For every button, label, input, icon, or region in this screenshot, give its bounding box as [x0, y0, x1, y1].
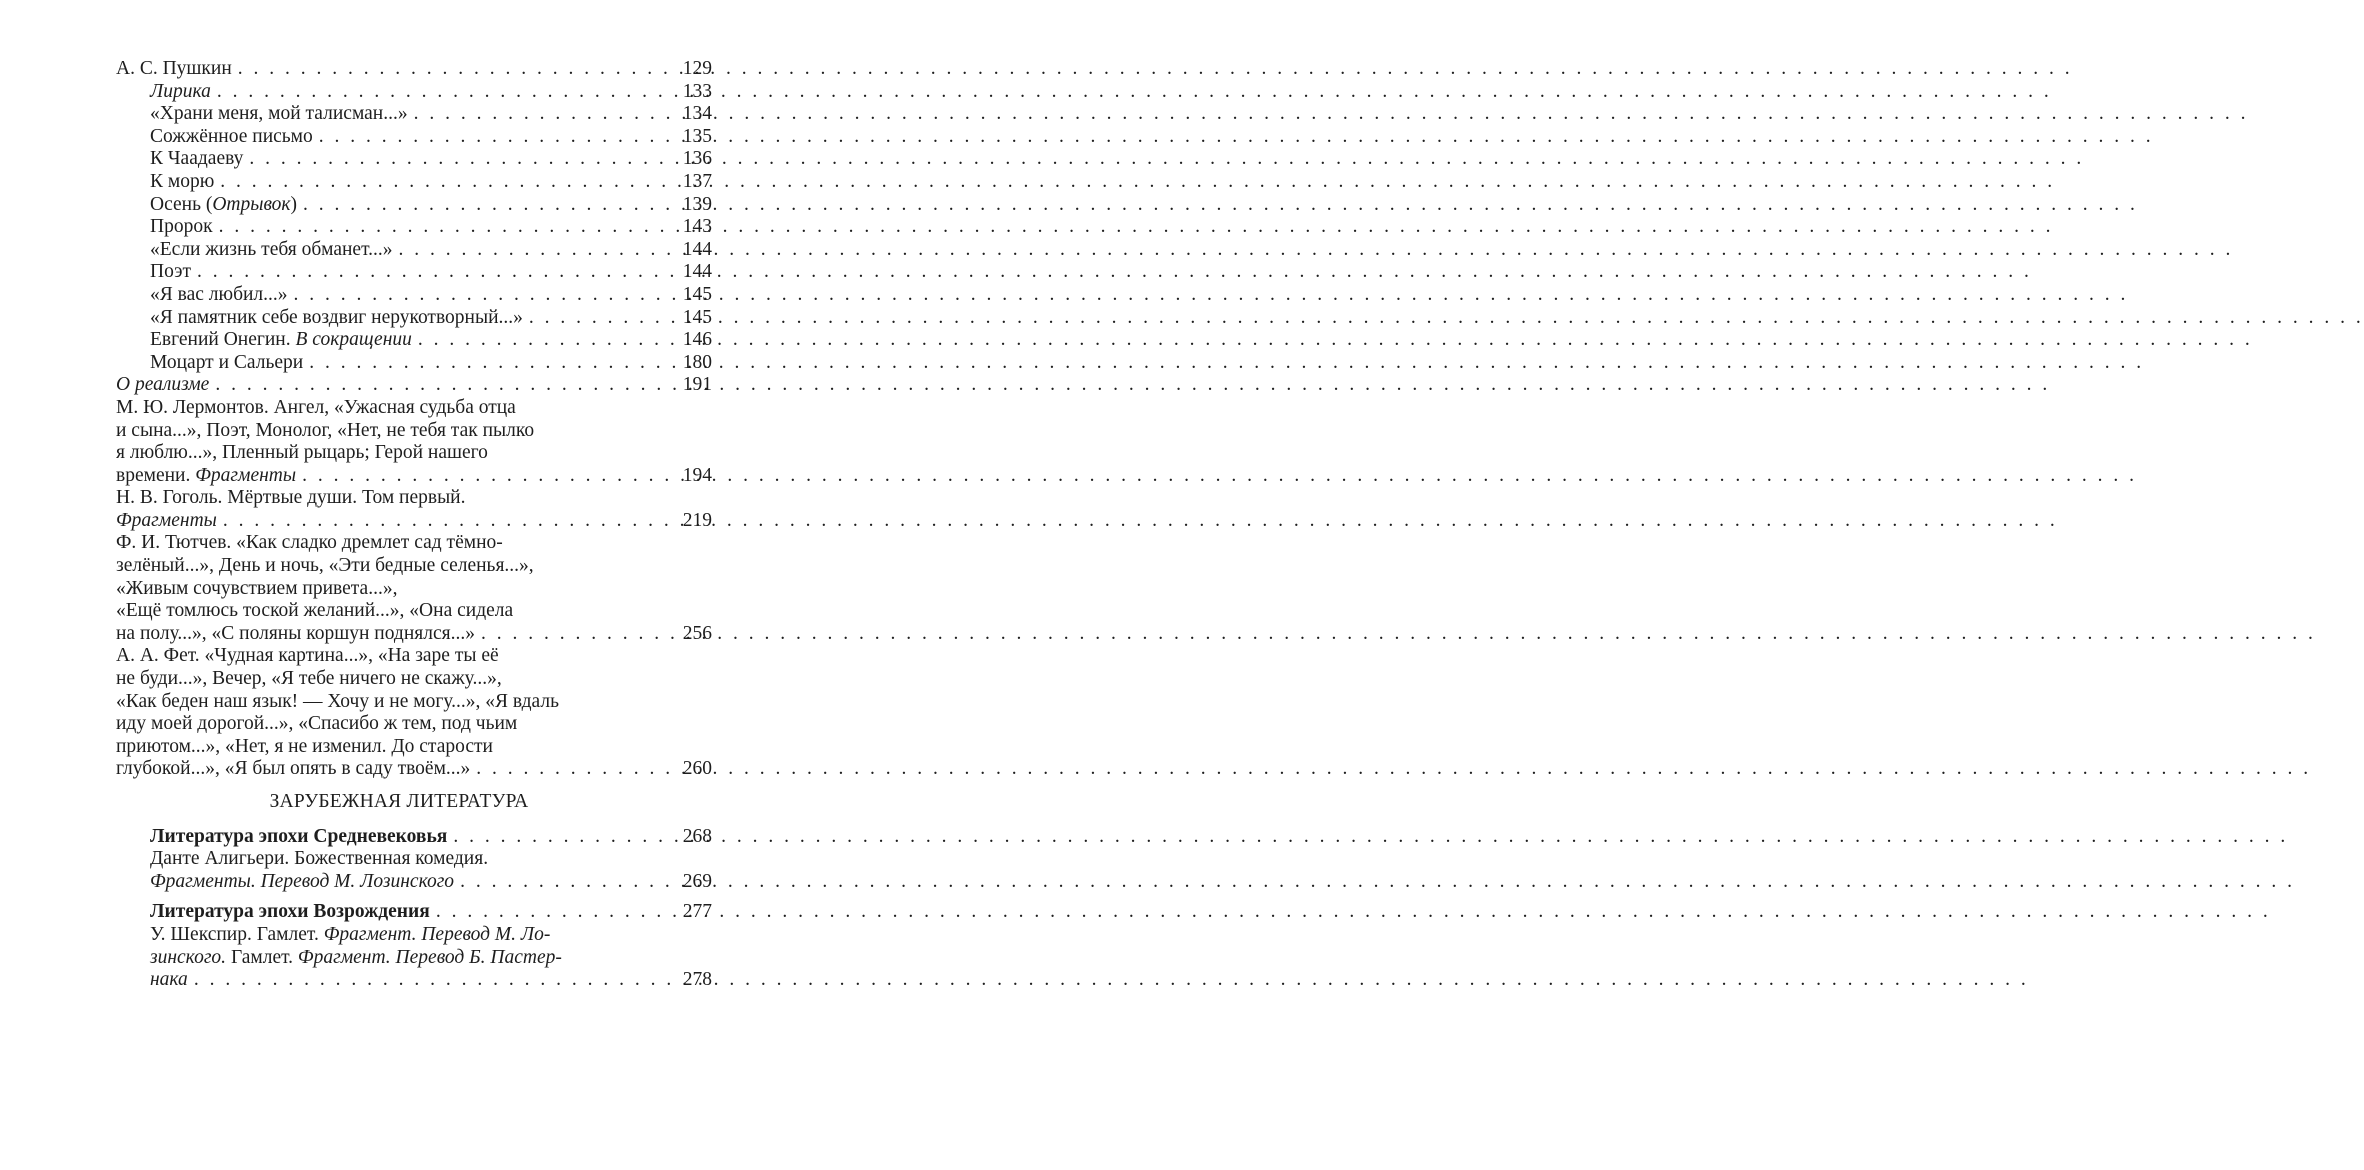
- leader-dots: [220, 171, 672, 194]
- toc-page-number: 277: [682, 901, 712, 923]
- leader-dots: [481, 623, 672, 646]
- toc-line: [150, 826, 712, 849]
- toc-page-number: 144: [682, 261, 712, 283]
- toc-page-number: 134: [682, 103, 712, 125]
- toc-entry[interactable]: [116, 171, 712, 194]
- toc-page-number: 260: [682, 758, 712, 780]
- toc-title: глубокой...», «Я был опять в саду твоём...»: [116, 758, 471, 780]
- toc-page-number: 145: [682, 306, 712, 328]
- toc-title-part: Гамлет.: [226, 946, 298, 968]
- toc-text-line: Данте Алигьери. Божественная комедия.: [150, 848, 489, 870]
- toc-page-number: 135: [682, 125, 712, 147]
- toc-last-line: [116, 510, 712, 533]
- toc-entry-fet[interactable]: [116, 645, 712, 781]
- toc-last-line: [150, 871, 712, 894]
- toc-page-number: 269: [682, 870, 712, 892]
- toc-title: Пророк: [150, 216, 213, 238]
- toc-title: «Я вас любил...»: [150, 283, 288, 305]
- toc-entry[interactable]: [116, 352, 712, 375]
- leader-dots: [303, 194, 672, 217]
- toc-title-italic: Фрагменты: [195, 464, 297, 486]
- toc-title-italic: Отрывок: [212, 193, 291, 215]
- toc-text-line: «Ещё томлюсь тоской желаний...», «Она сидела: [116, 600, 514, 622]
- toc-title: К Чаадаеву: [150, 148, 244, 170]
- toc-entry[interactable]: [116, 261, 712, 284]
- toc-text-line: «Живым сочувствием привета...»,: [116, 577, 398, 599]
- toc-page-number: 194: [682, 464, 712, 486]
- toc-text-line: не буди...», Вечер, «Я тебе ничего не скажу...»,: [116, 668, 502, 690]
- leader-dots: [215, 374, 672, 397]
- toc-title: Сожжённое письмо: [150, 125, 313, 147]
- toc-text-line: Ф. И. Тютчев. «Как сладко дремлет сад тёмно-: [116, 532, 503, 554]
- toc-entry-middle-ages[interactable]: [116, 826, 712, 894]
- leader-dots: [319, 126, 672, 149]
- leader-dots: [453, 826, 672, 849]
- toc-page-number: 139: [682, 193, 712, 215]
- toc-page-number: 133: [682, 80, 712, 102]
- toc-title: на полу...», «С поляны коршун поднялся...»: [116, 622, 475, 644]
- toc-entry[interactable]: [116, 239, 712, 262]
- toc-title: [150, 329, 412, 352]
- toc-page-number: 136: [682, 148, 712, 170]
- leader-dots: [399, 239, 673, 262]
- leader-dots: [217, 81, 672, 104]
- leader-dots: [238, 58, 672, 81]
- toc-title: Литература эпохи Возрождения: [150, 901, 430, 923]
- toc-title: Фрагменты. Перевод М. Лозинского: [150, 870, 455, 892]
- toc-title-italic: Фрагмент. Перевод М. Ло-: [323, 923, 551, 945]
- leader-dots: [194, 969, 672, 992]
- toc-text-line: «Как беден наш язык! — Хочу и не могу...», «Я вдаль: [116, 690, 559, 712]
- toc-text-line: [150, 924, 712, 947]
- toc-title: Лирика: [150, 80, 211, 102]
- leader-dots: [460, 871, 672, 894]
- toc-title: Фрагменты: [116, 509, 217, 531]
- spacer: [116, 893, 712, 901]
- leader-dots: [309, 352, 672, 375]
- toc-entry-renaissance[interactable]: [116, 901, 712, 991]
- toc-page: [0, 0, 750, 1170]
- toc-entry[interactable]: [116, 126, 712, 149]
- toc-entry-realism[interactable]: [116, 374, 712, 397]
- toc-text-line: и сына...», Поэт, Монолог, «Нет, не тебя так пылко: [116, 419, 535, 441]
- leader-dots: [476, 758, 672, 781]
- toc-page-number: 219: [682, 509, 712, 531]
- leader-dots: [219, 216, 672, 239]
- toc-text-line: А. А. Фет. «Чудная картина...», «На заре ты её: [116, 645, 499, 667]
- toc-title: Поэт: [150, 261, 191, 283]
- toc-title: нака: [150, 969, 188, 991]
- toc-title: [150, 194, 297, 217]
- toc-title-italic: зинского.: [150, 946, 227, 968]
- toc-title: «Если жизнь тебя обманет...»: [150, 238, 393, 260]
- toc-text-line: зелёный...», День и ночь, «Эти бедные селенья...»,: [116, 555, 534, 577]
- toc-entry[interactable]: [116, 148, 712, 171]
- toc-page-number: 145: [682, 283, 712, 305]
- toc-page-number: 180: [682, 351, 712, 373]
- toc-title: [116, 465, 296, 488]
- toc-page-number: 268: [682, 825, 712, 847]
- toc-title-italic: Фрагмент. Перевод Б. Пастер-: [297, 946, 562, 968]
- toc-entry-lirika[interactable]: [116, 81, 712, 104]
- toc-page-number: 278: [682, 969, 712, 991]
- toc-entry-gogol[interactable]: [116, 487, 712, 532]
- toc-entry[interactable]: [116, 307, 712, 330]
- section-heading-foreign: ЗАРУБЕЖНАЯ ЛИТЕРАТУРА: [269, 791, 529, 812]
- leader-dots: [223, 510, 672, 533]
- toc-last-line: [116, 465, 712, 488]
- toc-line: [150, 901, 712, 924]
- toc-text-line: я люблю...», Пленный рыцарь; Герой нашего: [116, 442, 488, 464]
- leader-dots: [529, 307, 672, 330]
- leader-dots: [197, 261, 672, 284]
- toc-page-number: 256: [682, 622, 712, 644]
- toc-entry-pushkin[interactable]: [116, 58, 712, 81]
- leader-dots: [436, 901, 672, 924]
- toc-title: О реализме: [116, 374, 210, 396]
- toc-entry[interactable]: [116, 284, 712, 307]
- toc-page-number: 144: [682, 238, 712, 260]
- toc-last-line: [116, 623, 712, 646]
- toc-text-line: приютом...», «Нет, я не изменил. До старости: [116, 735, 493, 757]
- toc-title: Литература эпохи Средневековья: [150, 825, 448, 847]
- toc-last-line: [150, 969, 712, 992]
- toc-entry[interactable]: [116, 103, 712, 126]
- toc-title: «Храни меня, мой талисман...»: [150, 103, 408, 125]
- toc-entry-lermontov[interactable]: [116, 397, 712, 487]
- toc-title: «Я памятник себе воздвиг нерукотворный...»: [150, 306, 523, 328]
- leader-dots: [418, 329, 672, 352]
- toc-text-line: Н. В. Гоголь. Мёртвые души. Том первый.: [116, 487, 466, 509]
- leader-dots: [294, 284, 672, 307]
- toc-text-line: [150, 947, 712, 970]
- toc-title-italic: В сокращении: [295, 329, 412, 351]
- toc-title: К морю: [150, 170, 215, 192]
- toc-page-number: 129: [682, 58, 712, 79]
- toc-text-line: М. Ю. Лермонтов. Ангел, «Ужасная судьба отца: [116, 396, 516, 418]
- leader-dots: [249, 148, 672, 171]
- leader-dots: [414, 103, 672, 126]
- toc-entry[interactable]: [116, 194, 712, 217]
- toc-last-line: [116, 758, 712, 781]
- toc-entry-tyutchev[interactable]: [116, 532, 712, 645]
- toc-title-part: Евгений Онегин.: [150, 329, 296, 351]
- toc-entry[interactable]: [116, 329, 712, 352]
- toc-page-number: 146: [682, 329, 712, 351]
- toc-entry[interactable]: [116, 216, 712, 239]
- toc-page-number: 191: [682, 374, 712, 396]
- leader-dots: [302, 465, 672, 488]
- toc-text-line: иду моей дорогой...», «Спасибо ж тем, под чьим: [116, 713, 518, 735]
- toc-title: А. С. Пушкин: [116, 58, 232, 79]
- toc-title-part: У. Шекспир. Гамлет.: [150, 923, 324, 945]
- toc-page-number: 137: [682, 170, 712, 192]
- toc-page-number: 143: [682, 216, 712, 238]
- toc-title-part: ): [290, 193, 298, 215]
- toc-title-part: времени.: [116, 464, 196, 486]
- toc-title: Моцарт и Сальери: [150, 351, 304, 373]
- toc-title-part: Осень (: [150, 193, 213, 215]
